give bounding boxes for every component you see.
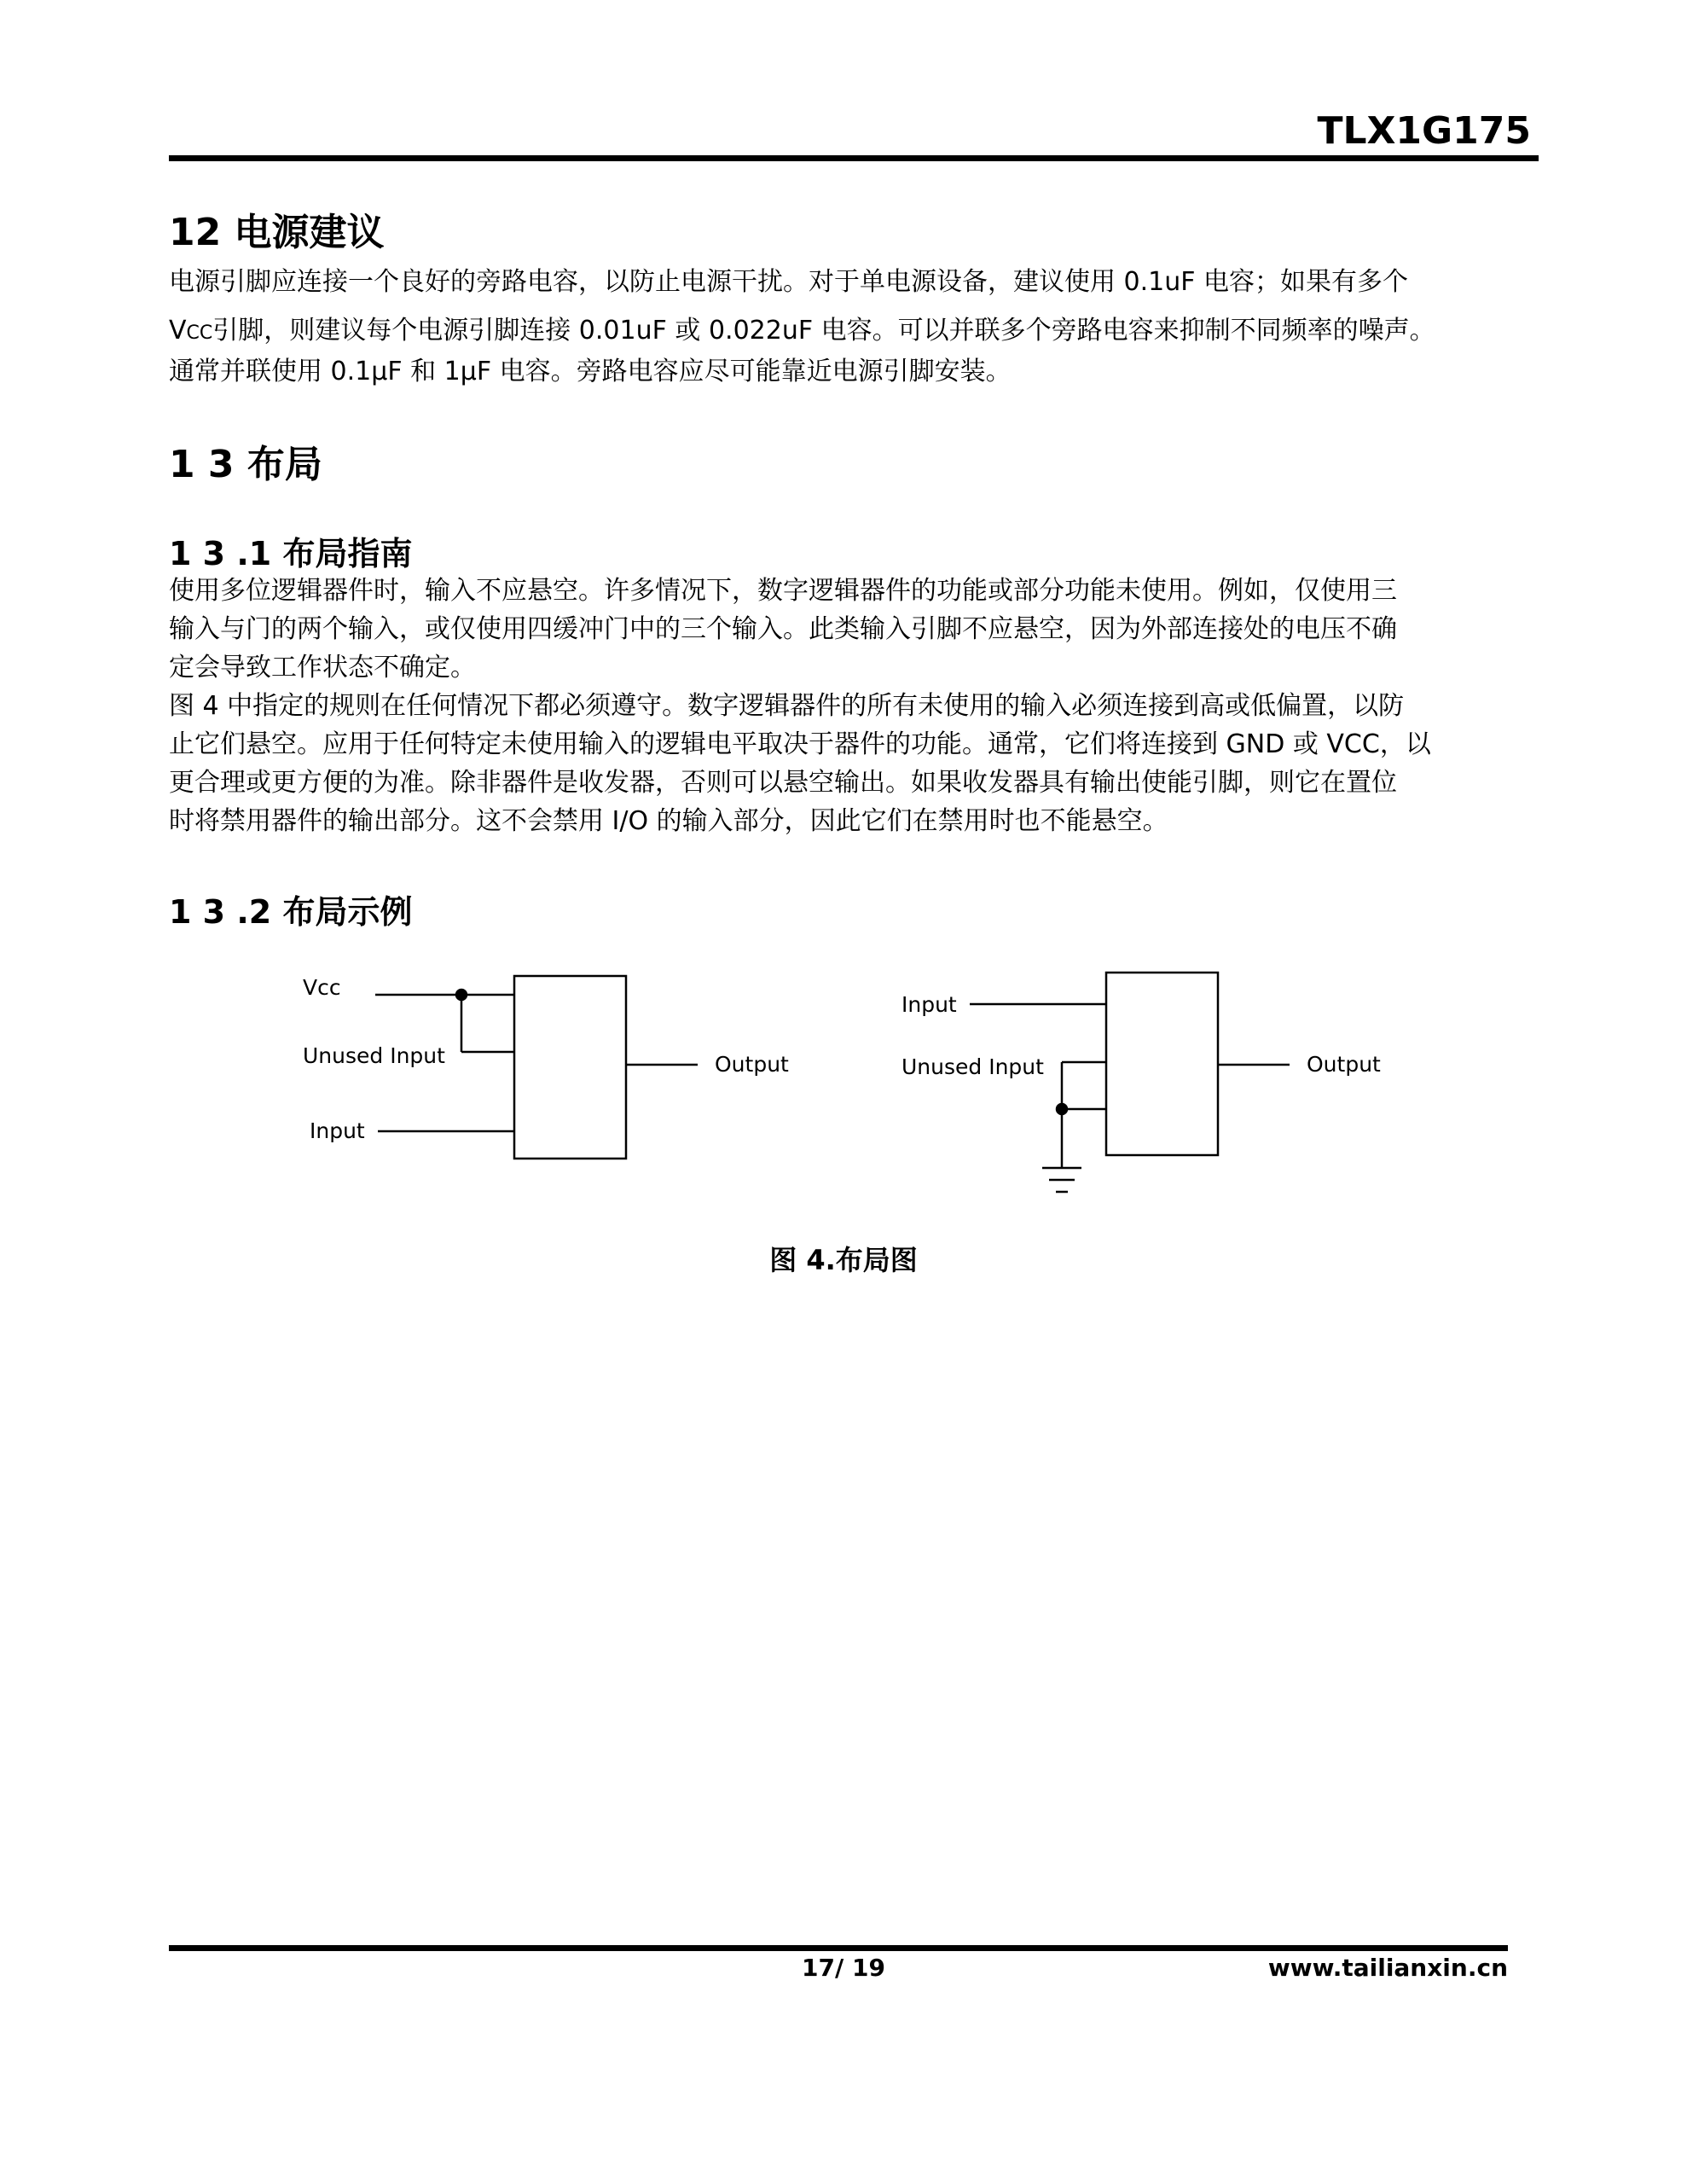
right-input-label: Input bbox=[901, 992, 957, 1017]
text-line: 电源引脚应连接一个良好的旁路电容，以防止电源干扰。对于单电源设备，建议使用 0.1uF 电容；如果有多个 bbox=[169, 267, 1409, 297]
left-junction-dot bbox=[456, 990, 467, 1000]
text-line: 输入与门的两个输入，或仅使用四缓冲门中的三个输入。此类输入引脚不应悬空，因为外部连接处的电压不确 bbox=[169, 614, 1397, 644]
heading-power-recommendations: 12 电源建议 bbox=[169, 211, 385, 254]
vcc-symbol: VCC bbox=[169, 316, 213, 346]
left-input-label: Input bbox=[310, 1118, 365, 1143]
document-title: TLX1G175 bbox=[1317, 109, 1531, 153]
text-line: 更合理或更方便的为准。除非器件是收发器，否则可以悬空输出。如果收发器具有输出使能引脚，则它在置位 bbox=[169, 768, 1397, 798]
right-circuit bbox=[970, 973, 1290, 1192]
text-line: 止它们悬空。应用于任何特定未使用输入的逻辑电平取决于器件的功能。通常，它们将连接到 GND 或 VCC，以 bbox=[169, 729, 1431, 759]
right-gate-box bbox=[1106, 973, 1218, 1155]
text-line: 定会导致工作状态不确定。 bbox=[169, 653, 476, 682]
figure-caption: 图 4.布局图 bbox=[769, 1244, 918, 1276]
heading-layout-guidelines: 1 3 .1 布局指南 bbox=[169, 535, 413, 572]
heading-layout-example: 1 3 .2 布局示例 bbox=[169, 893, 413, 931]
left-vcc-label: Vcc bbox=[303, 975, 341, 1000]
text-line: 通常并联使用 0.1μF 和 1μF 电容。旁路电容应尽可能靠近电源引脚安装。 bbox=[169, 357, 1012, 386]
heading-layout: 1 3 布局 bbox=[169, 443, 322, 486]
left-output-label: Output bbox=[715, 1052, 789, 1077]
website-link[interactable]: www.tailianxin.cn bbox=[1267, 1954, 1508, 1982]
left-unused-label: Unused Input bbox=[303, 1043, 445, 1068]
page-number: 17/ 19 bbox=[802, 1954, 885, 1982]
right-junction-dot bbox=[1057, 1104, 1067, 1114]
footer-rule bbox=[169, 1945, 1508, 1951]
text-line: 图 4 中指定的规则在任何情况下都必须遵守。数字逻辑器件的所有未使用的输入必须连接到高或低偏置，以防 bbox=[169, 691, 1405, 721]
left-gate-box bbox=[514, 976, 626, 1159]
right-unused-label: Unused Input bbox=[901, 1054, 1044, 1079]
right-output-label: Output bbox=[1307, 1052, 1381, 1077]
text-line: 时将禁用器件的输出部分。这不会禁用 I/O 的输入部分，因此它们在禁用时也不能悬空。 bbox=[169, 806, 1168, 836]
text-line: VCC引脚，则建议每个电源引脚连接 0.01uF 或 0.022uF 电容。可以并联多个旁路电容来抑制不同频率的噪声。 bbox=[169, 316, 1435, 346]
text-line: 使用多位逻辑器件时，输入不应悬空。许多情况下，数字逻辑器件的功能或部分功能未使用。例如，仅使用三 bbox=[169, 576, 1397, 606]
